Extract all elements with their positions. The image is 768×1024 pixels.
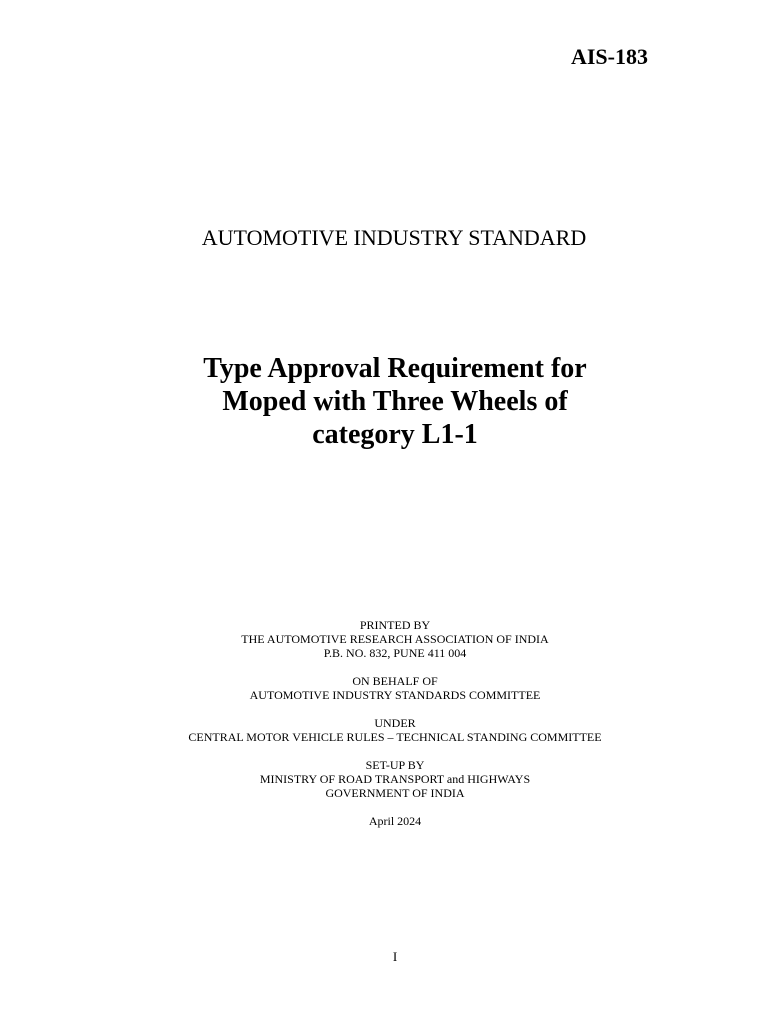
set-up-by-label: SET-UP BY xyxy=(365,758,425,772)
set-up-by-group xyxy=(0,758,768,800)
page-number: I xyxy=(392,949,398,964)
printer-organization: THE AUTOMOTIVE RESEARCH ASSOCIATION OF INDIA xyxy=(241,632,549,646)
under-label: UNDER xyxy=(374,716,416,730)
printed-by-label: PRINTED BY xyxy=(359,618,431,632)
printed-by-group xyxy=(0,618,768,660)
publication-date: April 2024 xyxy=(368,814,422,828)
ministry-name: MINISTRY OF ROAD TRANSPORT and HIGHWAYS xyxy=(259,772,531,786)
title-line-3: category L1-1 xyxy=(312,419,478,450)
under-group xyxy=(0,716,768,744)
document-title xyxy=(0,352,768,451)
technical-committee: CENTRAL MOTOR VEHICLE RULES – TECHNICAL STANDING COMMITTEE xyxy=(188,730,602,744)
government-name: GOVERNMENT OF INDIA xyxy=(325,786,465,800)
on-behalf-of-label: ON BEHALF OF xyxy=(352,674,438,688)
publisher-block xyxy=(0,618,768,842)
on-behalf-of-group xyxy=(0,674,768,702)
date-group xyxy=(0,814,768,828)
title-line-1: Type Approval Requirement for xyxy=(203,353,587,384)
standard-heading: AUTOMOTIVE INDUSTRY STANDARD xyxy=(201,225,587,250)
document-number: AIS-183 xyxy=(570,44,648,69)
title-line-2: Moped with Three Wheels of xyxy=(222,386,568,417)
standards-committee: AUTOMOTIVE INDUSTRY STANDARDS COMMITTEE xyxy=(249,688,541,702)
printer-address: P.B. NO. 832, PUNE 411 004 xyxy=(323,646,467,660)
